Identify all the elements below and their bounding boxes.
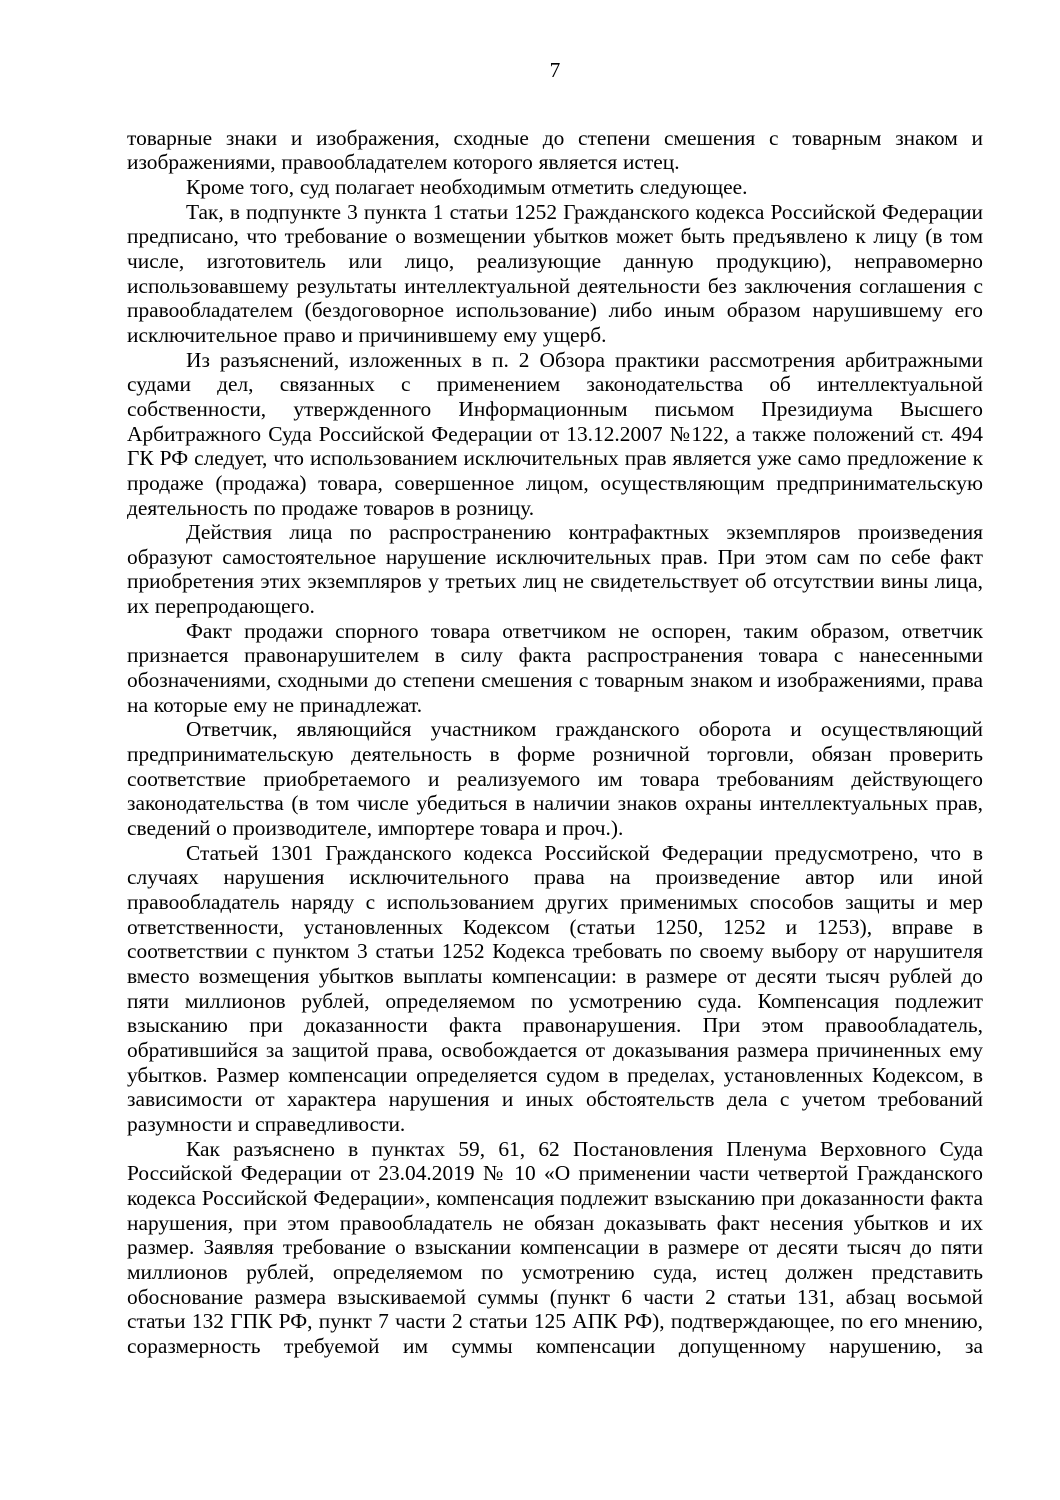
paragraph: Ответчик, являющийся участником гражданского оборота и осуществляющий предпринимательскую деятельность в форме розничной торговли, обязан проверить соответствие приобретаемого и реализуемого им товара требованиям действующего законодательства (в том числе убедиться в наличии знаков охраны интеллектуальных прав, сведений о производителе, импортере товара и проч.). xyxy=(127,717,983,841)
paragraph: Кроме того, суд полагает необходимым отметить следующее. xyxy=(186,174,748,199)
paragraph-continuation: товарные знаки и изображения, сходные до степени смешения с товарным знаком и изображениями, правообладателем которого является истец. xyxy=(127,125,983,175)
page-number: 7 xyxy=(549,58,561,82)
paragraph: Действия лица по распространению контрафактных экземпляров произведения образуют самостоятельное нарушение исключительных прав. При этом сам по себе факт приобретения этих экземпляров у третьих лиц не свидетельствует об отсутствии вины лица, их перепродающего. xyxy=(127,520,983,619)
paragraph: Так, в подпункте 3 пункта 1 статьи 1252 Гражданского кодекса Российской Федерации предписано, что требование о возмещении убытков может быть предъявлено к лицу (в том числе, изготовитель или лицо, реализующие данную продукцию), неправомерно использовавшему результаты интеллектуальной деятельности без заключения соглашения с правообладателем (бездоговорное использование) либо иным образом нарушившему его исключительное право и причинившему ему ущерб. xyxy=(127,199,983,347)
document-body xyxy=(127,0,983,1358)
paragraph: Из разъяснений, изложенных в п. 2 Обзора практики рассмотрения арбитражными судами дел, связанных с применением законодательства об интеллектуальной собственности, утвержденного Информационным письмом Президиума Высшего Арбитражного Суда Российской Федерации от 13.12.2007 №122, а также положений ст. 494 ГК РФ следует, что использованием исключительных прав является уже само предложение к продаже (продажа) товара, совершенное лицом, осуществляющим предпринимательскую деятельность по продаже товаров в розницу. xyxy=(127,347,983,520)
paragraph: Статьей 1301 Гражданского кодекса Российской Федерации предусмотрено, что в случаях нарушения исключительного права на произведение автор или иной правообладатель наряду с использованием других применимых способов защиты и мер ответственности, установленных Кодексом (статьи 1250, 1252 и 1253), вправе в соответствии с пунктом 3 статьи 1252 Кодекса требовать по своему выбору от нарушителя вместо возмещения убытков выплаты компенсации: в размере от десяти тысяч рублей до пяти миллионов рублей, определяемом по усмотрению суда. Компенсация подлежит взысканию при доказанности факта правонарушения. При этом правообладатель, обратившийся за защитой права, освобождается от доказывания размера причиненных ему убытков. Размер компенсации определяется судом в пределах, установленных Кодексом, в зависимости от характера нарушения и иных обстоятельств дела с учетом требований разумности и справедливости. xyxy=(127,840,983,1136)
paragraph-page-break: Как разъяснено в пунктах 59, 61, 62 Постановления Пленума Верховного Суда Российской Федерации от 23.04.2019 № 10 «О применении части четвертой Гражданского кодекса Российской Федерации», компенсация подлежит взысканию при доказанности факта нарушения, при этом правообладатель не обязан доказывать факт несения убытков и их размер. Заявляя требование о взыскании компенсации в размере от десяти тысяч до пяти миллионов рублей, определяемом по усмотрению суда, истец должен представить обоснование размера взыскиваемой суммы (пункт 6 части 2 статьи 131, абзац восьмой статьи 132 ГПК РФ, пункт 7 части 2 статьи 125 АПК РФ), подтверждающее, по его мнению, соразмерность требуемой им суммы компенсации допущенному нарушению, за xyxy=(127,1136,983,1358)
paragraph: Факт продажи спорного товара ответчиком не оспорен, таким образом, ответчик признается правонарушителем в силу факта распространения товара с нанесенными обозначениями, сходными до степени смешения с товарным знаком и изображениями, права на которые ему не принадлежат. xyxy=(127,618,983,717)
